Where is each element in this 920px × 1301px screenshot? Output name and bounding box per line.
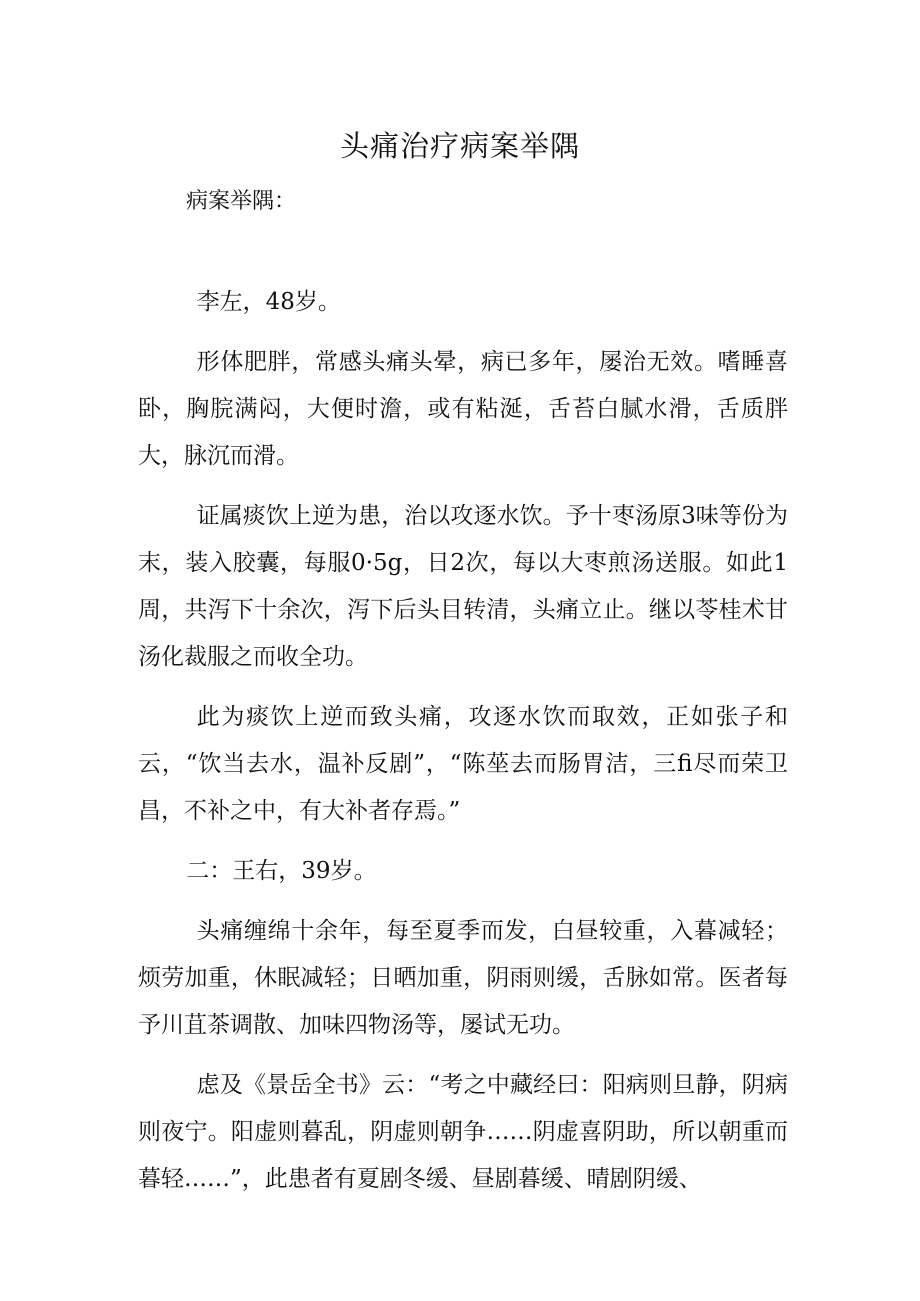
document-body bbox=[138, 274, 788, 1216]
paragraph: 虑及《景岳全书》云：“考之中藏经曰：阳病则旦静，阴病则夜宁。阳虚则暮乱，阴虚则朝争……阴虚喜阴助，所以朝重而暮轻……”，此患者有夏剧冬缓、昼剧暮缓、晴剧阴缓、 bbox=[138, 1072, 788, 1192]
document-title: 头痛治疗病案举隅 bbox=[339, 129, 580, 163]
case-two-header: 二：王右，39岁。 bbox=[186, 858, 377, 884]
paragraph: 形体肥胖，常感头痛头晕，病已多年，屡治无效。嗜睡喜卧，胸脘满闷，大便时澹，或有粘涎，舌苔白腻水滑，舌质胖大，脉沉而滑。 bbox=[138, 349, 788, 469]
paragraph: 头痛缠绵十余年，每至夏季而发，白昼较重，入暮减轻；烦劳加重，休眠减轻；日晒加重，阴雨则缓，舌脉如常。医者每予川苴茶调散、加味四物汤等，屡试无功。 bbox=[138, 918, 788, 1038]
paragraph: 证属痰饮上逆为患，治以攻逐水饮。予十枣汤原3味等份为末，装入胶囊，每服0·5g，日2次，每以大枣煎汤送服。如此1周，共泻下十余次，泻下后头目转清，头痛立止。继以苓桂术甘汤化裁服之而收全功。 bbox=[138, 503, 788, 670]
case-one-header: 李左，48岁。 bbox=[196, 289, 341, 315]
section-label: 病案举隅： bbox=[186, 189, 297, 214]
paragraph: 此为痰饮上逆而致头痛，攻逐水饮而取效，正如张子和云，“饮当去水，温补反剧”，“陈莝去而肠胃洁，三fi尽而荣卫昌，不补之中，有大补者存焉。” bbox=[138, 704, 788, 824]
